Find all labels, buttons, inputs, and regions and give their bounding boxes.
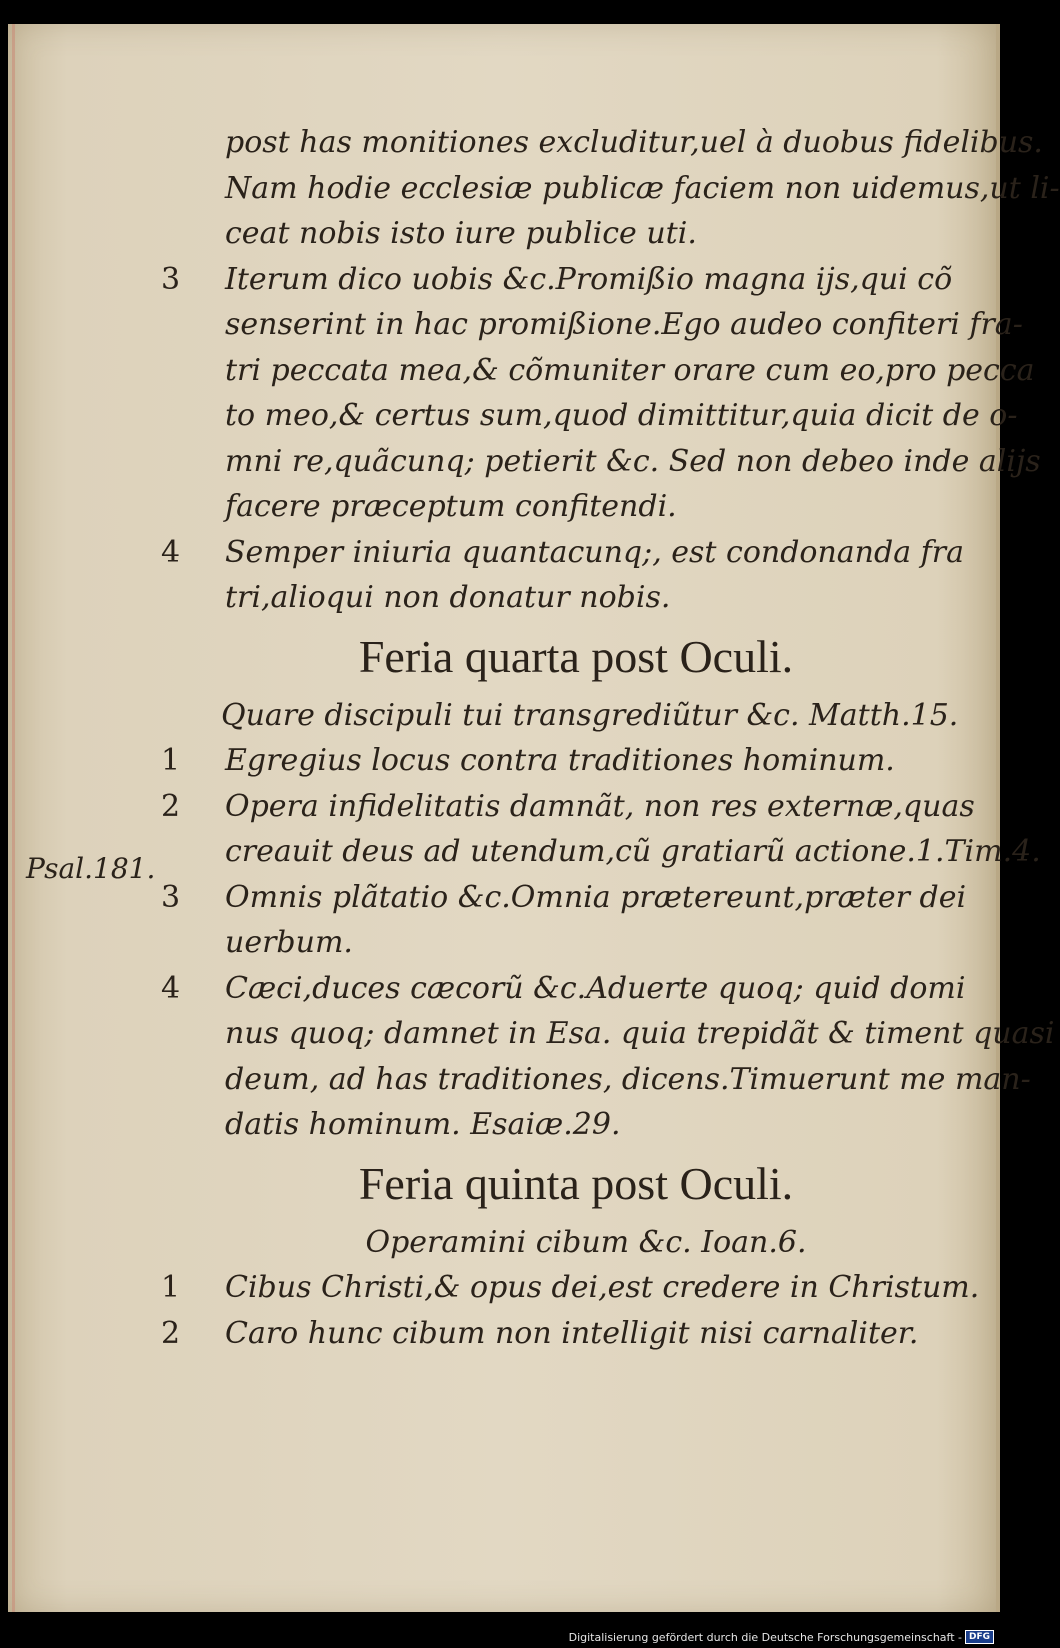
text-line — [161, 875, 967, 921]
text-line — [161, 257, 951, 303]
text-line — [161, 484, 951, 530]
line-text: post has monitiones excluditur,uel à duobus fidelibus. — [225, 125, 1043, 160]
text-line — [161, 1265, 980, 1311]
item-number: 1 — [161, 1270, 181, 1305]
text-line — [161, 1057, 1031, 1103]
line-text: tri peccata mea,& cõmuniter orare cum eo,pro pecca — [225, 352, 1035, 388]
text-line — [161, 1311, 951, 1357]
paragraph-intro — [161, 120, 1060, 621]
text-line — [161, 393, 1018, 439]
text-line — [161, 575, 951, 621]
line-text: nus quoq; damnet in Esa. quia trepidãt & timent quasi — [225, 1016, 1055, 1051]
item-number: 1 — [161, 743, 181, 778]
line-text: Iterum dico uobis &c.Promißio magna ijs,qui cõ — [225, 261, 953, 297]
page-text — [161, 120, 1060, 1356]
text-line — [161, 738, 951, 784]
dfg-logo: DFG — [965, 1630, 994, 1644]
line-text: Opera infidelitatis damnãt, non res externæ,quas — [225, 788, 975, 824]
line-text: ceat nobis isto iure publice uti. — [225, 216, 697, 251]
line-text: Nam hodie ecclesiæ publicæ faciem non uidemus,ut li- — [225, 170, 1060, 206]
item-number: 2 — [161, 788, 181, 824]
text-line — [161, 211, 951, 257]
line-text: uerbum. — [225, 925, 353, 960]
text-line — [161, 439, 1041, 485]
text-line — [161, 302, 1023, 348]
line-text: tri,alioqui non donatur nobis. — [225, 580, 671, 615]
item-number: 4 — [161, 970, 181, 1006]
line-text: Caro hunc cibum non intelligit nisi carnaliter. — [225, 1315, 919, 1351]
line-text: senserint in hac promißione.Ego audeo confiteri fra- — [225, 307, 1023, 342]
line-text: mni re,quãcunq; petierit &c. Sed non debeo inde alijs — [225, 443, 1041, 479]
text-line — [161, 120, 1043, 166]
line-text: Cæci,duces cæcorũ &c.Aduerte quoq; quid domi — [225, 970, 966, 1006]
line-text: facere præceptum confitendi. — [225, 489, 677, 524]
line-text: Cibus Christi,& opus dei,est credere in Christum. — [225, 1270, 980, 1305]
text-line — [161, 530, 964, 576]
section-heading: Feria quarta post Oculi. — [358, 630, 794, 682]
item-number: 3 — [161, 261, 181, 297]
line-text: Egregius locus contra traditiones hominum. — [225, 743, 895, 778]
line-text: Omnis plãtatio &c.Omnia prætereunt,præter dei — [225, 879, 967, 915]
digitization-credit — [569, 1630, 994, 1644]
section-subheading: Operamini cibum &c. Ioan.6. — [365, 1224, 807, 1260]
credit-text: Digitalisierung gefördert durch die Deutsche Forschungsgemeinschaft - — [568, 1630, 962, 1644]
section-subheading: Quare discipuli tui transgrediũtur &c. Matth.15. — [221, 697, 959, 733]
section-body — [161, 1265, 980, 1356]
section-body — [161, 738, 1055, 1148]
line-text: Semper iniuria quantacunq;, est condonanda fra — [225, 534, 964, 570]
text-line — [161, 166, 1060, 212]
item-number: 3 — [161, 879, 181, 915]
text-line — [161, 1102, 951, 1148]
text-line — [161, 784, 975, 830]
text-line — [161, 348, 1035, 394]
item-number: 2 — [161, 1315, 181, 1351]
text-line — [161, 966, 966, 1012]
book-page — [8, 24, 1060, 1612]
section-heading: Feria quinta post Oculi. — [358, 1157, 794, 1209]
text-line — [161, 829, 1041, 875]
text-line — [161, 1011, 1055, 1057]
line-text: creauit deus ad utendum,cũ gratiarũ actione.1.Tim.4. — [225, 834, 1041, 869]
line-text: to meo,& certus sum,quod dimittitur,quia dicit de o- — [225, 398, 1018, 433]
line-text: datis hominum. Esaiæ.29. — [225, 1107, 621, 1142]
margin-note: Psal.181. — [26, 852, 156, 885]
line-text: deum, ad has traditiones, dicens.Timuerunt me man- — [225, 1061, 1031, 1097]
text-line — [161, 920, 951, 966]
item-number: 4 — [161, 534, 181, 570]
